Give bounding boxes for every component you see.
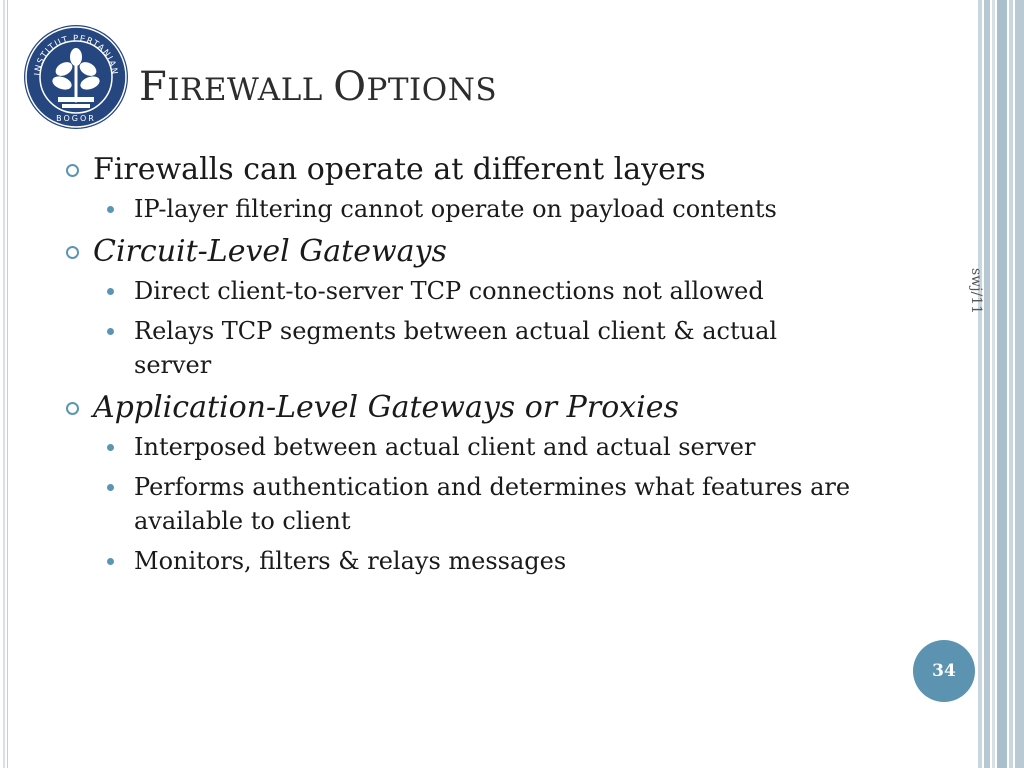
side-note-container [966, 268, 986, 328]
bullet-dot-icon [107, 444, 114, 451]
sub-bullet-item: Interposed between actual client and actual server [60, 430, 880, 464]
bullet-dot-icon [107, 206, 114, 213]
bullet-circle-icon [66, 164, 79, 177]
bullet-item: Circuit-Level Gateways [60, 232, 880, 272]
page-number: 34 [932, 661, 956, 681]
university-logo [22, 23, 130, 131]
bullet-dot-icon [107, 484, 114, 491]
bullet-circle-icon [66, 402, 79, 415]
bullet-dot-icon [107, 288, 114, 295]
svg-text:BOGOR: BOGOR [56, 114, 96, 123]
sub-bullet-item: IP-layer filtering cannot operate on payload contents [60, 192, 880, 226]
bullet-list [60, 150, 880, 584]
bullet-item: Application-Level Gateways or Proxies [60, 388, 880, 428]
bullet-circle-icon [66, 246, 79, 259]
sub-bullet-item: Monitors, filters & relays messages [60, 544, 880, 578]
slide-title: FIREWALL OPTIONS [139, 64, 498, 110]
page-number-badge [913, 640, 975, 702]
bullet-dot-icon [107, 328, 114, 335]
sub-bullet-item: Relays TCP segments between actual client & actual server [60, 314, 834, 382]
bullet-item: Firewalls can operate at different layers [60, 150, 880, 190]
sub-bullet-item: Performs authentication and determines what features are available to client [60, 470, 869, 538]
svg-text:INSTITUT PERTANIAN: INSTITUT PERTANIAN [33, 33, 120, 77]
side-note: swj/11 [968, 268, 984, 315]
left-border [0, 0, 10, 768]
bullet-dot-icon [107, 558, 114, 565]
right-decorative-stripes [978, 0, 1024, 768]
sub-bullet-item: Direct client-to-server TCP connections not allowed [60, 274, 880, 308]
